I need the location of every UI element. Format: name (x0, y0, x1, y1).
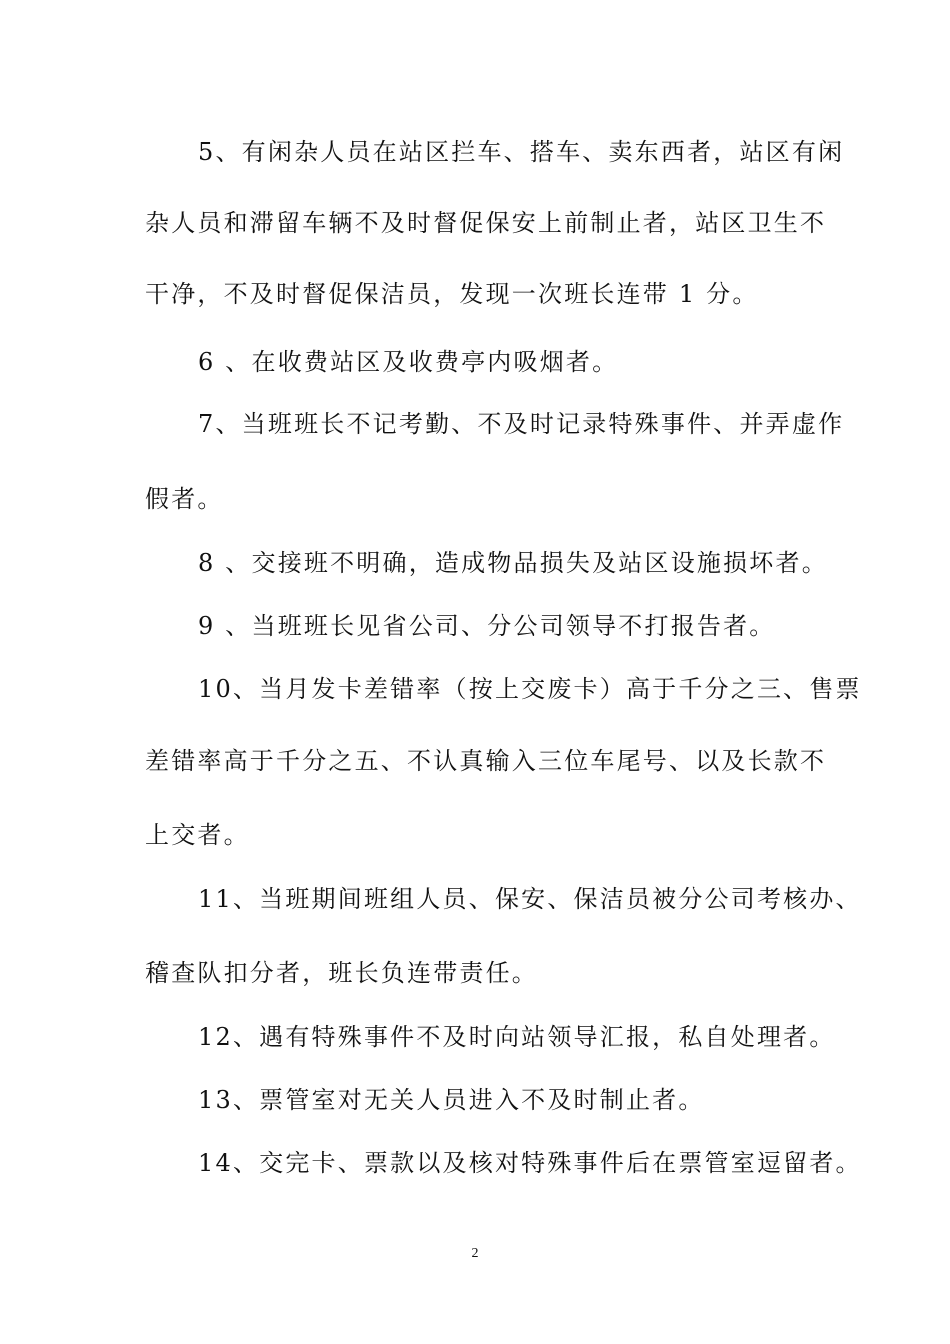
text-line-item-7-start: 7、当班班长不记考勤、不及时记录特殊事件、并弄虚作 (198, 410, 845, 438)
text-line-item-10-cont-1: 差错率高于千分之五、不认真输入三位车尾号、以及长款不 (145, 747, 827, 775)
text-line-item-9: 9 、当班班长见省公司、分公司领导不打报告者。 (198, 612, 776, 640)
text-line-item-5-start: 5、有闲杂人员在站区拦车、搭车、卖东西者，站区有闲 (198, 138, 845, 166)
page-number: 2 (471, 1246, 479, 1261)
text-line-item-13: 13、票管室对无关人员进入不及时制止者。 (198, 1086, 705, 1114)
text-line-item-10-cont-2: 上交者。 (145, 821, 250, 849)
text-line-item-11-cont: 稽查队扣分者，班长负连带责任。 (145, 959, 538, 987)
text-line-item-7-cont: 假者。 (145, 485, 224, 513)
text-line-item-12: 12、遇有特殊事件不及时向站领导汇报，私自处理者。 (198, 1023, 836, 1051)
text-line-item-5-cont-1: 杂人员和滞留车辆不及时督促保安上前制止者，站区卫生不 (145, 209, 827, 237)
text-line-item-14: 14、交完卡、票款以及核对特殊事件后在票管室逗留者。 (198, 1149, 862, 1177)
text-line-item-11-start: 11、当班期间班组人员、保安、保洁员被分公司考核办、 (198, 885, 862, 913)
text-line-item-10-start: 10、当月发卡差错率（按上交废卡）高于千分之三、售票 (198, 675, 862, 703)
text-line-item-6: 6 、在收费站区及收费亭内吸烟者。 (198, 348, 619, 376)
text-line-item-8: 8 、交接班不明确，造成物品损失及站区设施损坏者。 (198, 549, 828, 577)
text-line-item-5-cont-2: 干净，不及时督促保洁员，发现一次班长连带 1 分。 (145, 280, 759, 308)
